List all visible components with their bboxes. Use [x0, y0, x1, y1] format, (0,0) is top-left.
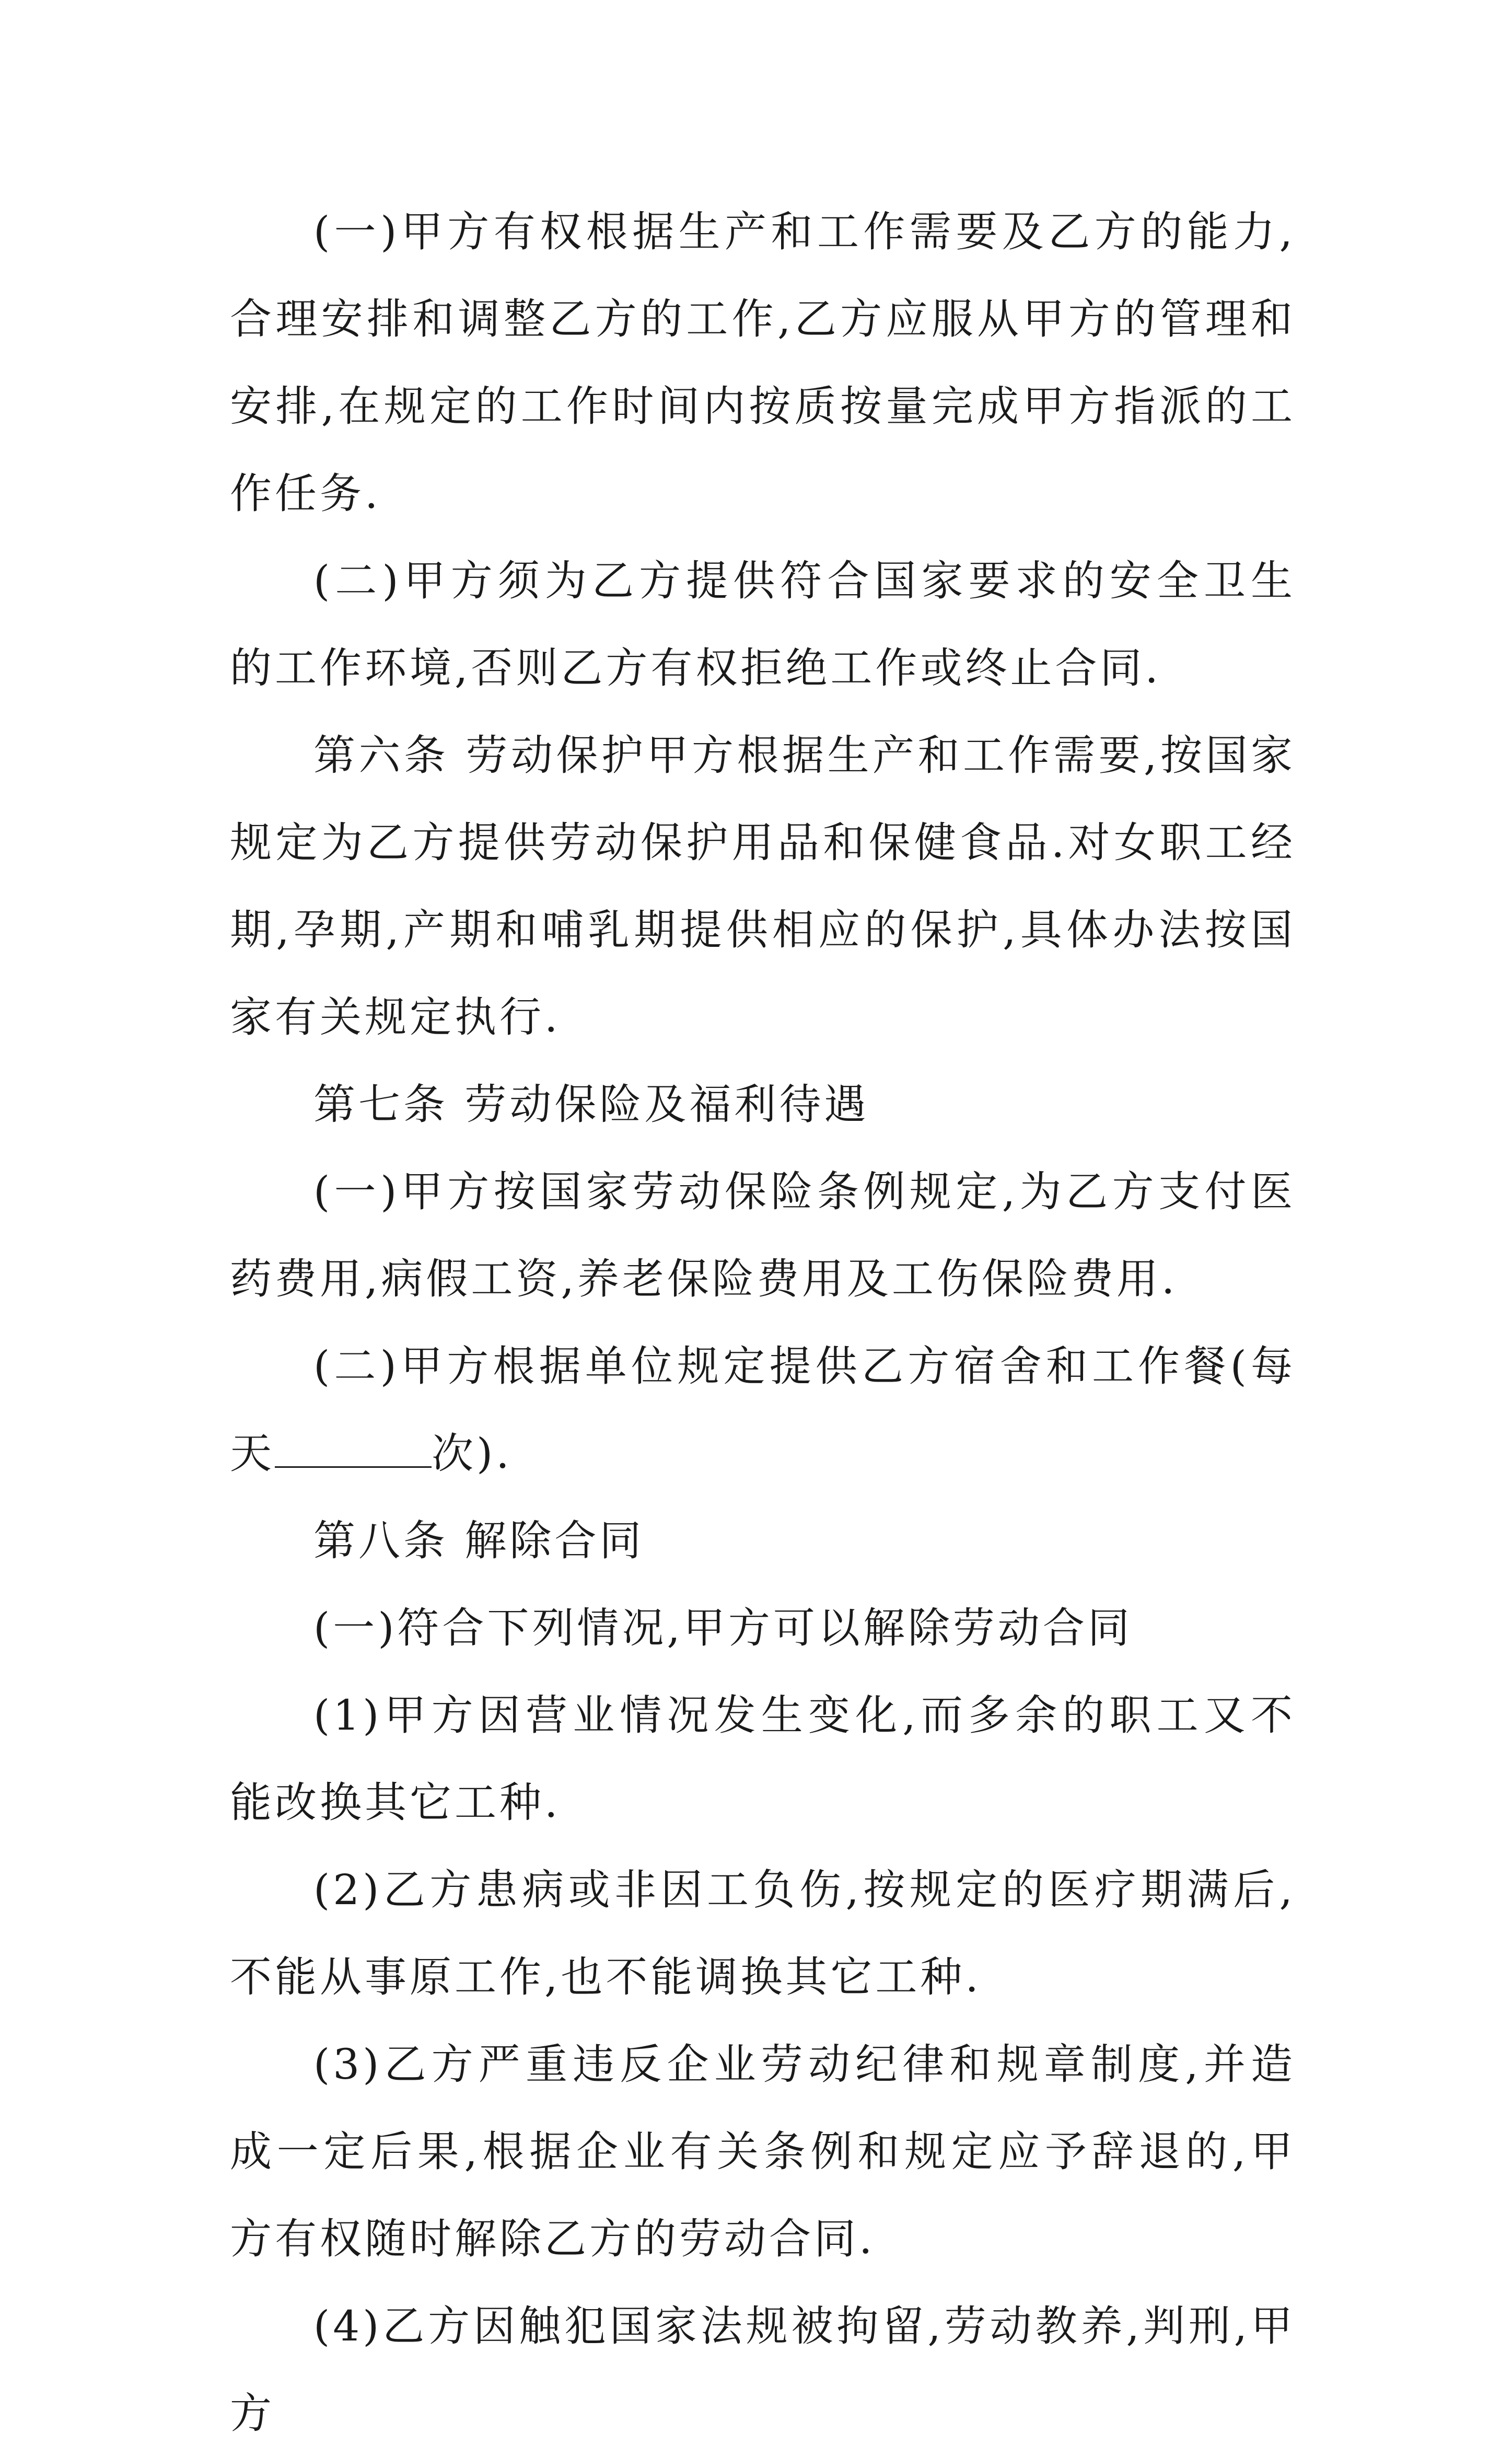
- paragraph-termination-conditions: (一)符合下列情况,甲方可以解除劳动合同: [313, 1604, 1133, 1652]
- paragraph-2: (二)甲方须为乙方提供符合国家要求的安全卫生的工作环境,否则乙方有权拒绝工作或终止合同.: [230, 557, 1296, 692]
- clause-1: (1)甲方因营业情况发生变化,而多余的职工又不能改换其它工种.: [230, 1691, 1296, 1827]
- heading-article-8: 第八条 解除合同: [313, 1516, 645, 1565]
- meal-count-blank[interactable]: [275, 1429, 432, 1468]
- paragraph-1: (一)甲方有权根据生产和工作需要及乙方的能力,合理安排和调整乙方的工作,乙方应服从甲方的管理和安排,在规定的工作时间内按质按量完成甲方指派的工作任务.: [230, 207, 1296, 518]
- paragraph-dormitory: [230, 1323, 1296, 1497]
- clause-2: (2)乙方患病或非因工负伤,按规定的医疗期满后,不能从事原工作,也不能调换其它工种.: [230, 1865, 1296, 2001]
- clause-3: (3)乙方严重违反企业劳动纪律和规章制度,并造成一定后果,根据企业有关条例和规定应予辞退的,甲方有权随时解除乙方的劳动合同.: [230, 2040, 1296, 2263]
- paragraph-article-6: 第六条 劳动保护甲方根据生产和工作需要,按国家规定为乙方提供劳动保护用品和保健食品.对女职工经期,孕期,产期和哺乳期提供相应的保护,具体办法按国家有关规定执行.: [230, 731, 1296, 1041]
- heading-article-7: 第七条 劳动保险及福利待遇: [313, 1080, 869, 1129]
- dormitory-text-end: 次).: [432, 1429, 513, 1478]
- dormitory-text: (二)甲方根据单位规定提供乙方宿舍和工作餐(每天: [230, 1342, 1296, 1478]
- paragraph-insurance: (一)甲方按国家劳动保险条例规定,为乙方支付医药费用,病假工资,养老保险费用及工伤保险费用.: [230, 1167, 1296, 1303]
- clause-4: (4)乙方因触犯国家法规被拘留,劳动教养,判刑,甲方: [230, 2302, 1296, 2438]
- document-body: [230, 188, 1296, 2457]
